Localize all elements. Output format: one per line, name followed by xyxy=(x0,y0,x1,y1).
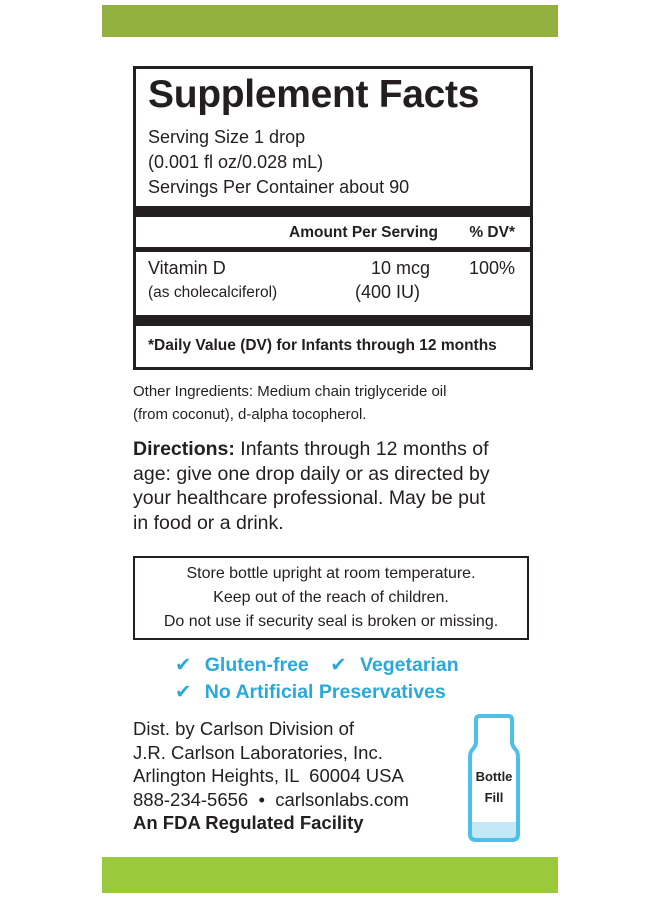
header-amount-per-serving: Amount Per Serving xyxy=(289,224,438,241)
dv-footnote: *Daily Value (DV) for Infants through 12 months xyxy=(148,337,497,354)
nutrient-dv: 100% xyxy=(468,258,515,278)
top-green-band xyxy=(102,5,558,37)
distributor-address: Arlington Heights, IL 60004 USA xyxy=(133,765,404,786)
directions-text: your healthcare professional. May be put xyxy=(133,487,486,509)
nutrient-amount-iu: (400 IU) xyxy=(354,282,420,302)
other-ingredients xyxy=(133,380,533,426)
claim-label: Gluten-free xyxy=(204,654,309,676)
bottle-fill-indicator xyxy=(458,712,530,844)
check-icon: ✔ xyxy=(330,654,347,676)
check-icon: ✔ xyxy=(175,681,192,703)
storage-line: Do not use if security seal is broken or missing. xyxy=(163,613,499,630)
thick-divider xyxy=(136,206,530,217)
bottle-fill-label xyxy=(458,766,530,808)
bottom-green-band xyxy=(102,857,558,893)
distributor-contact: 888-234-5656 • carlsonlabs.com xyxy=(133,788,409,810)
claim-no-preservatives xyxy=(175,681,454,703)
claim-label: No Artificial Preservatives xyxy=(204,681,446,703)
directions-label: Directions: xyxy=(133,438,235,460)
distributor-info xyxy=(133,717,409,835)
other-ingredients-line: Other Ingredients: Medium chain triglyceride oil xyxy=(133,383,447,400)
check-icon: ✔ xyxy=(175,654,192,676)
serving-volume: (0.001 fl oz/0.028 mL) xyxy=(148,152,324,172)
header-percent-dv: % DV* xyxy=(469,224,515,241)
directions-text: age: give one drop daily or as directed by xyxy=(133,462,490,485)
distributor-line: J.R. Carlson Laboratories, Inc. xyxy=(133,741,383,763)
product-claims xyxy=(175,652,475,706)
medium-divider xyxy=(136,247,530,252)
nutrient-source: (as cholecalciferol) xyxy=(148,284,278,301)
directions-text: Infants through 12 months of xyxy=(234,438,489,460)
storage-line: Keep out of the reach of children. xyxy=(213,589,449,606)
bottle-label-line: Bottle xyxy=(475,769,513,784)
supplement-facts-title: Supplement Facts xyxy=(148,73,480,116)
bottle-label-line: Fill xyxy=(484,790,504,805)
fda-statement: An FDA Regulated Facility xyxy=(133,812,364,833)
serving-size: Serving Size 1 drop xyxy=(148,127,306,147)
directions xyxy=(133,437,533,535)
servings-per-container: Servings Per Container about 90 xyxy=(148,177,410,197)
supplement-facts-panel xyxy=(133,66,533,370)
claim-vegetarian xyxy=(330,654,466,676)
storage-line: Store bottle upright at room temperature. xyxy=(186,565,476,582)
nutrient-name: Vitamin D xyxy=(148,258,226,278)
directions-text: in food or a drink. xyxy=(133,511,284,534)
distributor-line: Dist. by Carlson Division of xyxy=(133,718,355,739)
thick-divider-bottom xyxy=(136,315,530,326)
nutrient-amount: 10 mcg xyxy=(370,258,430,278)
claim-gluten-free xyxy=(175,654,317,676)
claim-label: Vegetarian xyxy=(359,654,459,676)
storage-warning-box xyxy=(133,556,529,640)
other-ingredients-line: (from coconut), d-alpha tocopherol. xyxy=(133,406,367,423)
